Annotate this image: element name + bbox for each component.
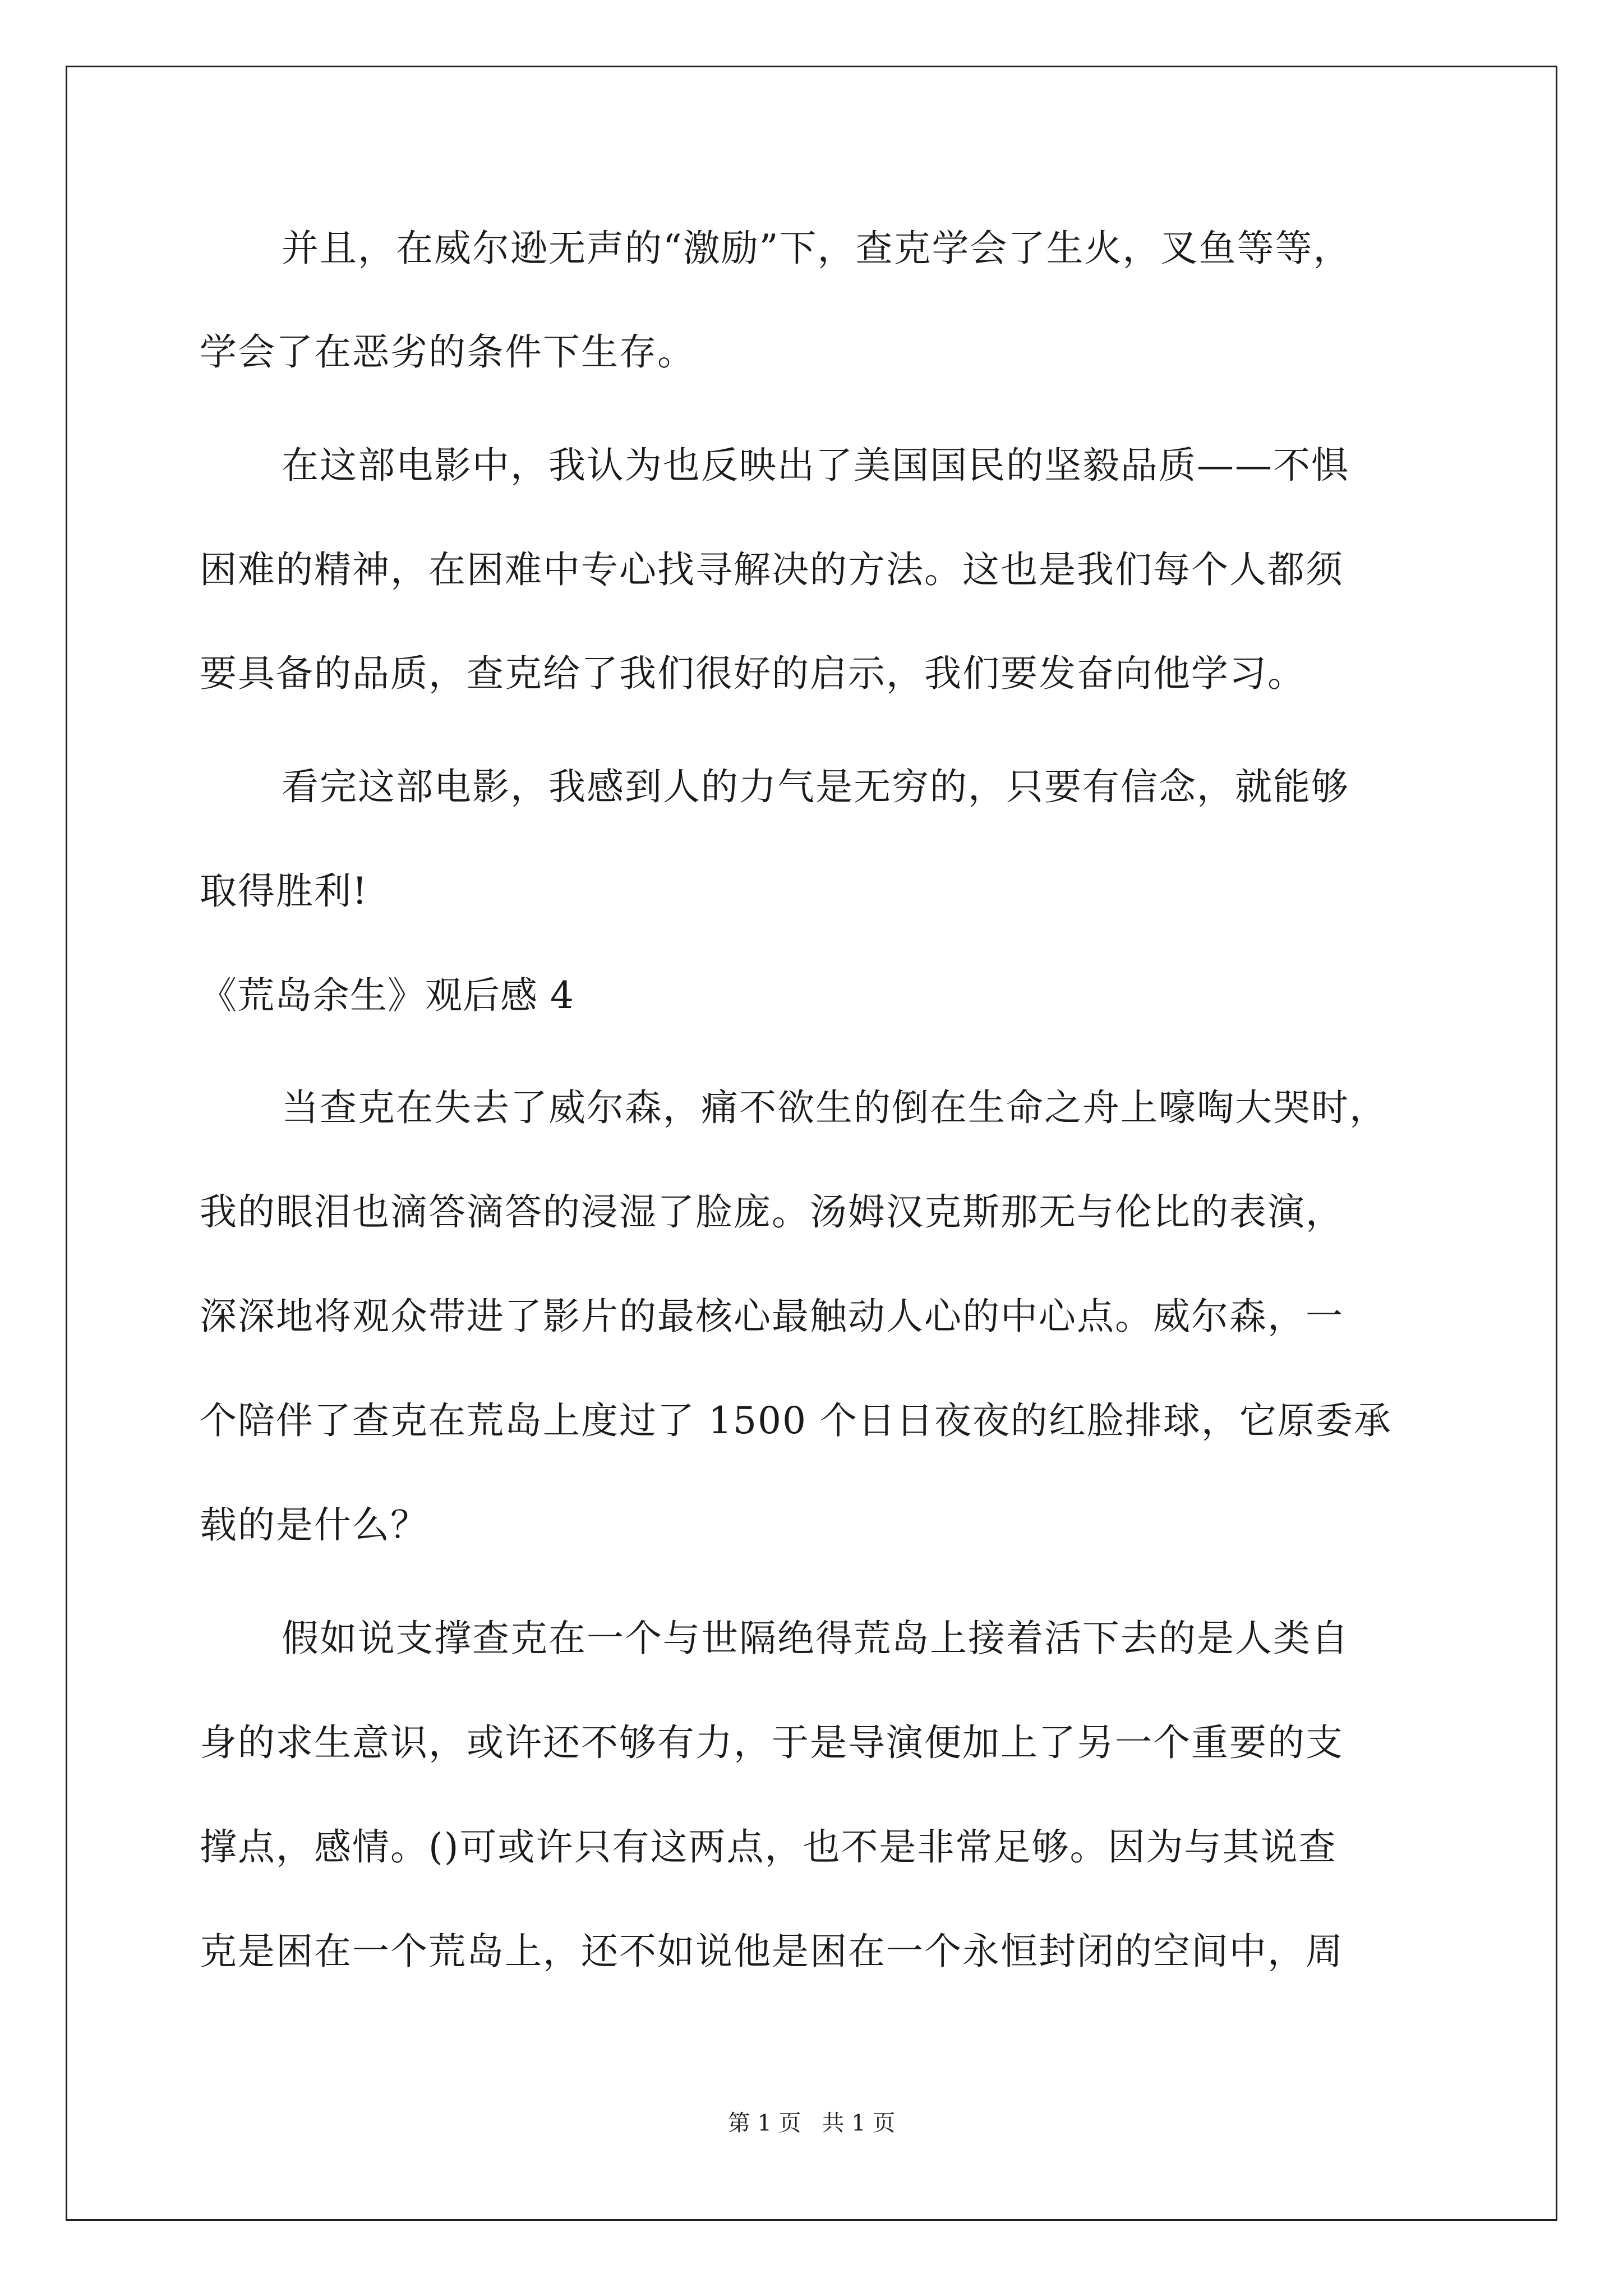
paragraph-line: 困难的精神，在困难中专心找寻解决的方法。这也是我们每个人都须 [200,548,1344,591]
paragraph-line: 克是困在一个荒岛上，还不如说他是困在一个永恒封闭的空间中，周 [200,1930,1344,1973]
paragraph-line: 当查克在失去了威尔森，痛不欲生的倒在生命之舟上嚎啕大哭时， [282,1086,1387,1129]
paragraph-line: 看完这部电影，我感到人的力气是无穷的，只要有信念，就能够 [282,765,1349,808]
paragraph-line: 身的求生意识，或许还不够有力，于是导演便加上了另一个重要的支 [200,1721,1344,1764]
paragraph-line: 学会了在恶劣的条件下生存。 [200,330,695,374]
page-total: 共 1 页 [822,2110,896,2136]
section-heading: 《荒岛余生》观后感 4 [200,974,574,1017]
paragraph-line: 深深地将观众带进了影片的最核心最触动人心的中心点。威尔森，一 [200,1295,1344,1338]
page-footer [0,2108,1623,2139]
paragraph-line: 取得胜利! [200,869,368,913]
paragraph-line: 并且，在威尔逊无声的“激励”下，查克学会了生火，叉鱼等等， [282,227,1352,270]
paragraph-line: 在这部电影中，我认为也反映出了美国国民的坚毅品质——不惧 [282,444,1349,487]
paragraph-line: 撑点，感情。()可或许只有这两点，也不是非常足够。因为与其说查 [200,1825,1337,1869]
paragraph-line: 假如说支撑查克在一个与世隔绝得荒岛上接着活下去的是人类自 [282,1617,1349,1660]
paragraph-line: 载的是什么？ [200,1503,428,1547]
paragraph-line: 个陪伴了查克在荒岛上度过了 1500 个日日夜夜的红脸排球，它原委承 [200,1399,1392,1442]
paragraph-line: 我的眼泪也滴答滴答的浸湿了脸庞。汤姆汉克斯那无与伦比的表演， [200,1190,1344,1234]
paragraph-line: 要具备的品质，查克给了我们很好的启示，我们要发奋向他学习。 [200,652,1306,695]
page-border [66,66,1557,2221]
page-number: 第 1 页 [727,2110,801,2136]
